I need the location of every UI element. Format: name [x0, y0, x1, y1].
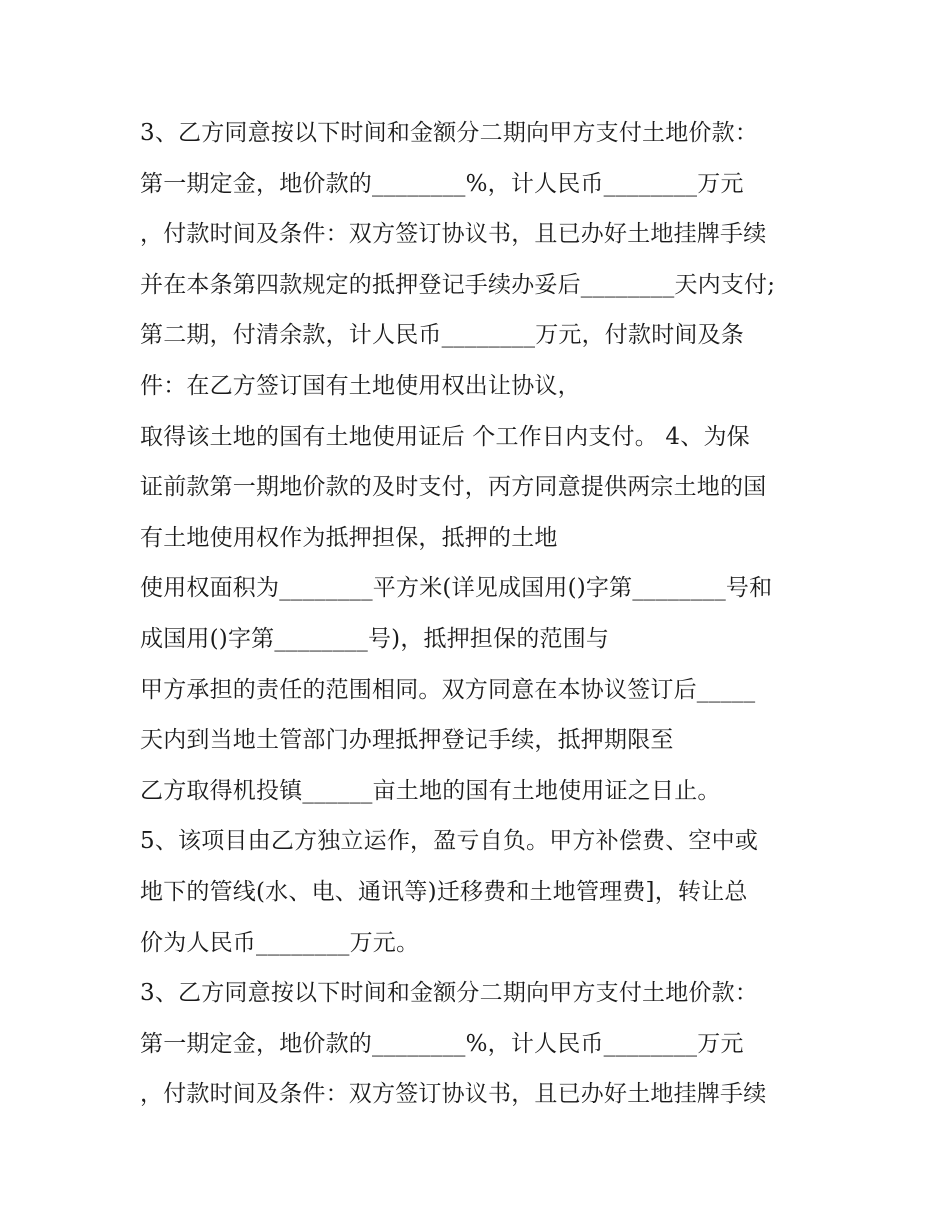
text-line: ，付款时间及条件：双方签订协议书，且已办好土地挂牌手续: [140, 221, 767, 248]
text-line: 3、乙方同意按以下时间和金额分二期向甲方支付土地价款：: [140, 120, 759, 146]
text-line: 第二期，付清余款，计人民币________万元，付款时间及条: [140, 322, 744, 349]
text-line: 使用权面积为________平方米(详见成国用()字第________号和: [140, 575, 773, 602]
text-line: 证前款第一期地价款的及时支付，丙方同意提供两宗土地的国: [140, 474, 767, 501]
text-line: 取得该土地的国有土地使用证后 个工作日内支付。 4、为保: [140, 423, 750, 450]
text-line: 甲方承担的责任的范围相同。双方同意在本协议签订后_____: [140, 676, 756, 703]
text-line: 成国用()字第________号)，抵押担保的范围与: [140, 625, 610, 652]
text-line: ，付款时间及条件：双方签订协议书，且已办好土地挂牌手续: [140, 1081, 767, 1108]
text-line: 并在本条第四款规定的抵押登记手续办妥后________天内支付;: [140, 271, 776, 298]
text-line: 价为人民币________万元。: [140, 929, 420, 956]
text-line: 乙方取得机投镇______亩土地的国有土地使用证之日止。: [140, 777, 721, 804]
text-line: 天内到当地土管部门办理抵押登记手续，抵押期限至: [140, 727, 674, 754]
text-line: 件：在乙方签订国有土地使用权出让协议，: [140, 372, 581, 399]
text-line: 5、该项目由乙方独立运作，盈亏自负。甲方补偿费、空中或: [140, 828, 759, 855]
text-line: 第一期定金，地价款的________%，计人民币________万元: [140, 170, 744, 197]
document-body: [140, 108, 840, 1120]
text-line: 第一期定金，地价款的________%，计人民币________万元: [140, 1030, 744, 1057]
text-line: 地下的管线(水、电、通讯等)迁移费和土地管理费]，转让总: [140, 878, 748, 905]
text-line: 有土地使用权作为抵押担保，抵押的土地: [140, 524, 558, 551]
text-line: 3、乙方同意按以下时间和金额分二期向甲方支付土地价款：: [140, 980, 759, 1007]
